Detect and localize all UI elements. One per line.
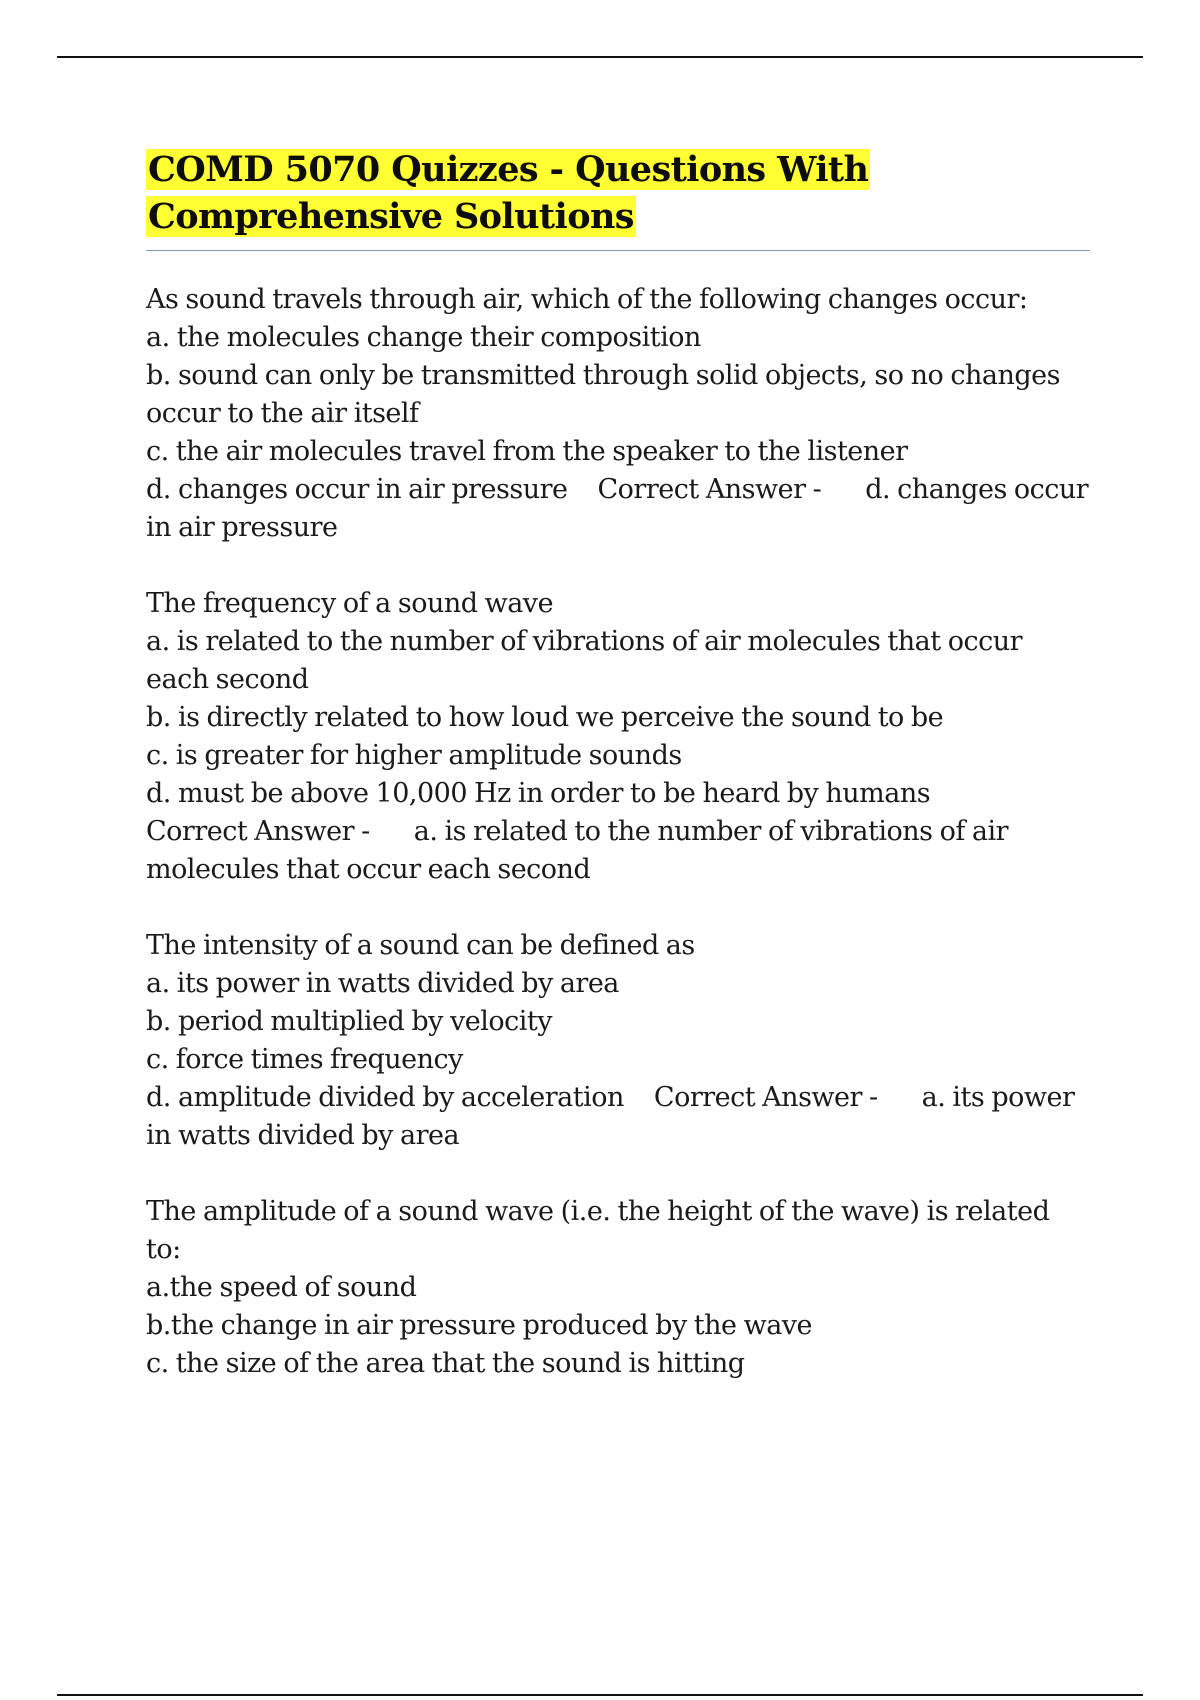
correct-answer-label: Correct Answer [146,816,354,847]
question-list [146,281,1090,1383]
title-line-2: Comprehensive Solutions [148,196,634,237]
answer-dash: - [361,816,370,847]
document-body [146,146,1090,1421]
question-1 [146,281,1090,547]
question-stem: The frequency of a sound wave [146,588,554,619]
question-stem: The intensity of a sound can be defined as [146,930,695,961]
option-b: b. is directly related to how loud we perceive the sound to be [146,702,944,733]
option-c: c. the size of the area that the sound is hitting [146,1348,745,1379]
option-a: a. is related to the number of vibrations of air molecules that occur each second [146,626,1022,695]
correct-answer: d. changes occur in air pressure [146,474,1089,543]
option-a: a. the molecules change their composition [146,322,701,353]
page-top-rule [57,56,1143,58]
option-b: b. period multiplied by velocity [146,1006,552,1037]
option-c: c. force times frequency [146,1044,463,1075]
answer-dash: - [869,1082,878,1113]
option-d: d. changes occur in air pressure [146,474,568,505]
option-d: d. must be above 10,000 Hz in order to be heard by humans [146,778,931,809]
answer-dash: - [812,474,822,505]
option-a: a.the speed of sound [146,1272,417,1303]
question-stem: As sound travels through air, which of the following changes occur: [146,284,1028,315]
question-4 [146,1193,1090,1383]
question-3 [146,927,1090,1155]
option-a: a. its power in watts divided by area [146,968,619,999]
question-stem: The amplitude of a sound wave (i.e. the height of the wave) is related to: [146,1196,1050,1265]
option-c: c. the air molecules travel from the speaker to the listener [146,436,908,467]
page-bottom-rule [57,1694,1143,1696]
question-2 [146,585,1090,889]
title-underline [146,250,1090,251]
title-line-1: COMD 5070 Quizzes - Questions With [148,149,869,190]
correct-answer-label: Correct Answer [653,1082,862,1113]
option-b: b. sound can only be transmitted through solid objects, so no changes occur to the air itself [146,360,1060,429]
option-d: d. amplitude divided by acceleration [146,1082,624,1113]
correct-answer: a. is related to the number of vibrations of air molecules that occur each second [146,816,1009,885]
option-b: b.the change in air pressure produced by the wave [146,1310,813,1341]
option-c: c. is greater for higher amplitude sounds [146,740,682,771]
document-title [146,146,1090,240]
correct-answer-label: Correct Answer [597,474,806,505]
correct-answer: a. its power in watts divided by area [146,1082,1075,1151]
